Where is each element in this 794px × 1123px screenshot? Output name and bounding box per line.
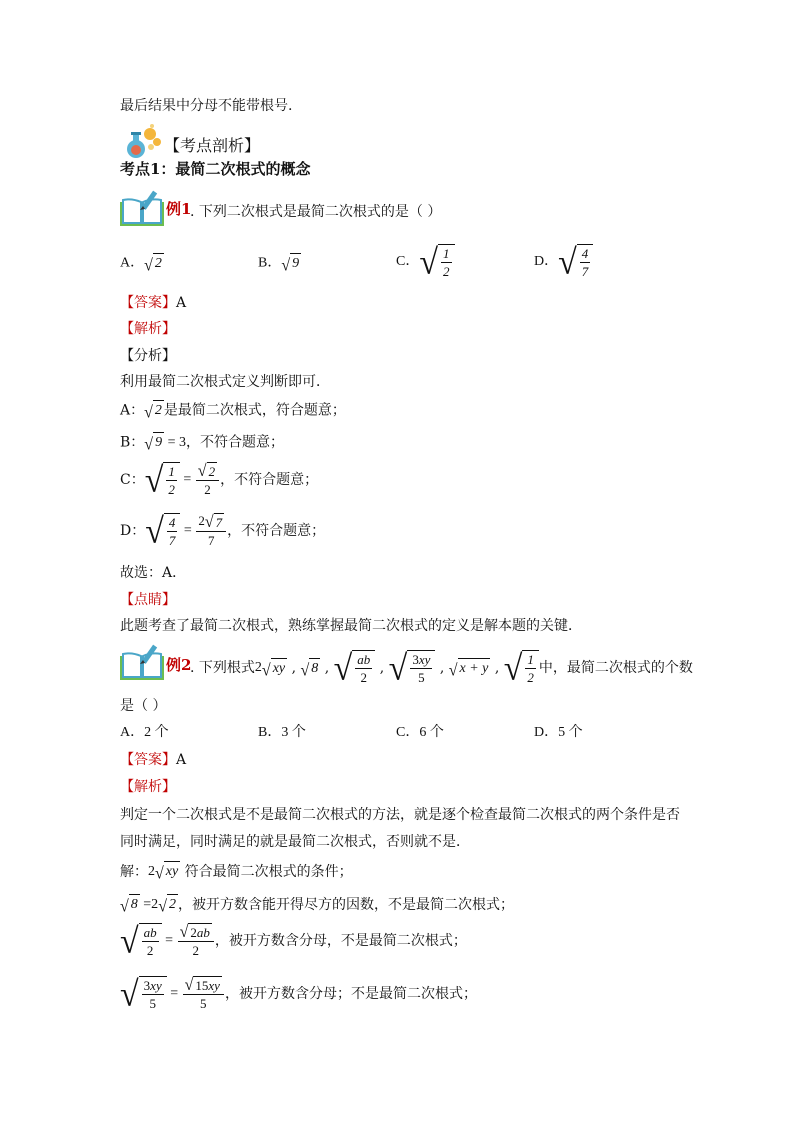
ex1-jiexi-tag: 【解析】 [120,321,176,337]
step-prefix: 解： [120,863,148,880]
intro-line: 最后结果中分母不能带根号. [120,98,293,114]
book-pencil-icon [120,644,164,680]
question-text: . 下列根式 [190,660,255,676]
example-2-label: 例2 [166,656,192,674]
ex1-option-b: B． √ 9 [258,253,301,274]
ex2-answer [120,750,186,770]
step-prefix: B： [120,434,145,451]
example-2-question: . 下列根式 2 √ xy , √ 8 , √ $\frac{ab}{2}$ , √ $\frac{3xy}{5}$ , √ x + y , √ $\frac{1}{2}$ 中，最简二次根式的个数 [190,649,693,688]
step-text: ，被开方数含分母，不是最简二次根式； [214,932,467,949]
example-1-label: 例1 [166,200,192,218]
ex2-text-2: 同时满足，同时满足的就是最简二次根式，否则就不是． [120,834,470,850]
flask-bubbles-icon [124,122,164,162]
ex1-step-d: D： √ $\frac{4}{7}$ = 2 √ 7 7 ，不符合题意； [120,511,326,551]
ex2-option-b: B．3 个 [258,725,306,740]
book-pencil-icon [120,190,164,226]
ex1-option-a: A． √ 2 [120,253,164,274]
section-title: 【考点剖析】 [164,136,261,155]
ex1-step-c: C： √ $\frac{1}{2}$ = √ 2 2 ，不符合题意； [120,460,319,500]
step-prefix: C： [120,471,145,488]
ex2-text-1: 判定一个二次根式是不是最简二次根式的方法，就是逐个检查最简二次根式的两个条件是否 [120,807,680,823]
ex1-answer [120,293,186,313]
ex2-jiexi-tag: 【解析】 [120,779,176,795]
answer-tag: 【答案】 [120,295,176,311]
ex2-step-2: √ 8 =2 √ 2 ，被开方数含能开得尽方的因数，不是最简二次根式； [120,894,514,915]
step-text: 是最简二次根式，符合题意； [163,402,346,419]
ex1-step-a: A： √ 2 是最简二次根式，符合题意； [120,400,346,421]
ex2-step-1: 解： 2 √ xy 符合最简二次根式的条件； [120,861,353,882]
ex2-step-4: √ $\frac{3xy}{5}$ = √ 15 xy 5 ，被开方数含分母；不是最简二次根式； [120,974,477,1014]
step-text: ，不符合题意； [185,434,284,451]
ex1-fenxi-text: 利用最简二次根式定义判断即可． [120,374,330,390]
ex2-option-d: D．5 个 [534,725,583,740]
step-text: ，被开方数含分母；不是最简二次根式； [224,985,477,1002]
step-text: ，不符合题意； [220,471,319,488]
ex1-dianjing-tag: 【点睛】 [120,592,176,608]
answer-value: A [176,752,187,768]
step-text: ，不符合题意； [227,522,326,539]
ex1-dianjing-text: 此题考查了最简二次根式，熟练掌握最简二次根式的定义是解本题的关键． [120,618,582,634]
option-letter: A． [120,255,145,271]
step-text: 符合最简二次根式的条件； [184,863,353,880]
option-letter: C． [396,254,420,270]
step-prefix: A： [120,402,145,419]
ex1-step-b: B： √ 9 = 3，不符合题意； [120,432,284,453]
ex1-option-c: C． √ $\frac{1}{2}$ [396,244,455,280]
example-2-question-line2: 是（ ） [120,698,167,714]
ex2-option-c: C．6 个 [396,725,444,740]
option-letter: D． [534,254,559,270]
step-text: ，被开方数含能开得尽方的因数，不是最简二次根式； [177,896,514,913]
option-letter: B． [258,255,282,271]
ex1-fenxi-tag: 【分析】 [120,348,176,364]
ex1-choose: 故选：A． [120,565,187,581]
answer-value: A [176,295,187,311]
ex2-step-3: √ $\frac{ab}{2}$ = √ 2 ab 2 ，被开方数含分母，不是最简二次根式； [120,921,467,961]
answer-tag: 【答案】 [120,752,176,768]
question-text: 中，最简二次根式的个数 [538,660,693,676]
example-1-question: . 下列二次根式是最简二次根式的是（ ） [190,204,442,220]
ex1-option-d: D． √ $\frac{4}{7}$ [534,244,593,280]
ex2-option-a: A．2 个 [120,725,169,740]
step-prefix: D： [120,522,146,539]
kaodian-heading: 考点1：最简二次根式的概念 [120,160,311,178]
